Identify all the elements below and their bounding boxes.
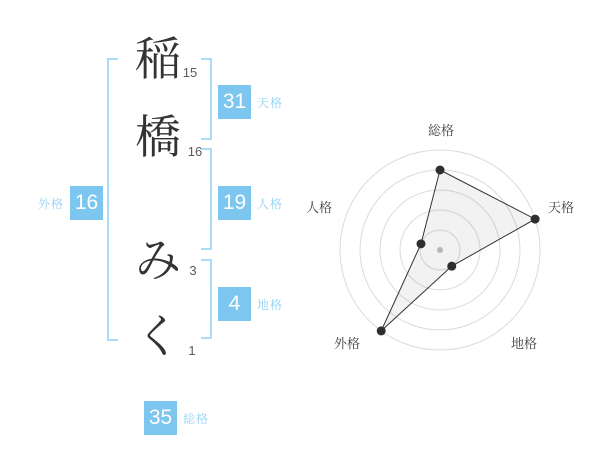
radar-axis-label: 人格 [305, 200, 333, 215]
tenkaku-badge-row [218, 85, 283, 119]
soukaku-label: 総格 [183, 411, 210, 426]
name-char-3: み [135, 234, 181, 286]
jinkaku-bracket [201, 148, 212, 250]
stroke-count-3: 3 [189, 263, 197, 278]
chikaku-value-badge: 4 [218, 287, 251, 321]
chikaku-label: 地格 [257, 297, 284, 312]
tenkaku-label: 天格 [257, 95, 284, 110]
radar-chart-container [295, 100, 600, 370]
radar-chart [295, 100, 600, 370]
radar-data-point [377, 326, 386, 335]
radar-data-point [416, 239, 425, 248]
radar-data-point [436, 166, 445, 175]
name-char-4: く [135, 310, 181, 362]
soukaku-badge-row [144, 401, 209, 435]
jinkaku-value-badge: 19 [218, 186, 251, 220]
name-char-2: 橋 [135, 111, 181, 163]
radar-axis-label: 外格 [333, 336, 361, 351]
chikaku-badge-row [218, 287, 283, 321]
gaikaku-value-badge: 16 [70, 186, 103, 220]
radar-center-dot [437, 247, 443, 253]
stroke-count-2: 16 [187, 144, 203, 159]
soukaku-value-badge: 35 [144, 401, 177, 435]
jinkaku-badge-row [218, 186, 283, 220]
gaikaku-bracket [107, 58, 118, 341]
radar-axis-label: 総格 [427, 123, 455, 138]
name-char-1: 稲 [135, 33, 181, 85]
jinkaku-label: 人格 [257, 196, 284, 211]
tenkaku-value-badge: 31 [218, 85, 251, 119]
radar-data-point [531, 215, 540, 224]
tenkaku-bracket [201, 58, 212, 140]
gaikaku-label: 外格 [38, 196, 65, 211]
gaikaku-badge-row [38, 186, 103, 220]
stroke-count-4: 1 [188, 343, 196, 358]
radar-axis-label: 地格 [510, 336, 538, 351]
stroke-count-1: 15 [182, 65, 198, 80]
radar-data-point [447, 262, 456, 271]
radar-axis-label: 天格 [547, 200, 575, 215]
